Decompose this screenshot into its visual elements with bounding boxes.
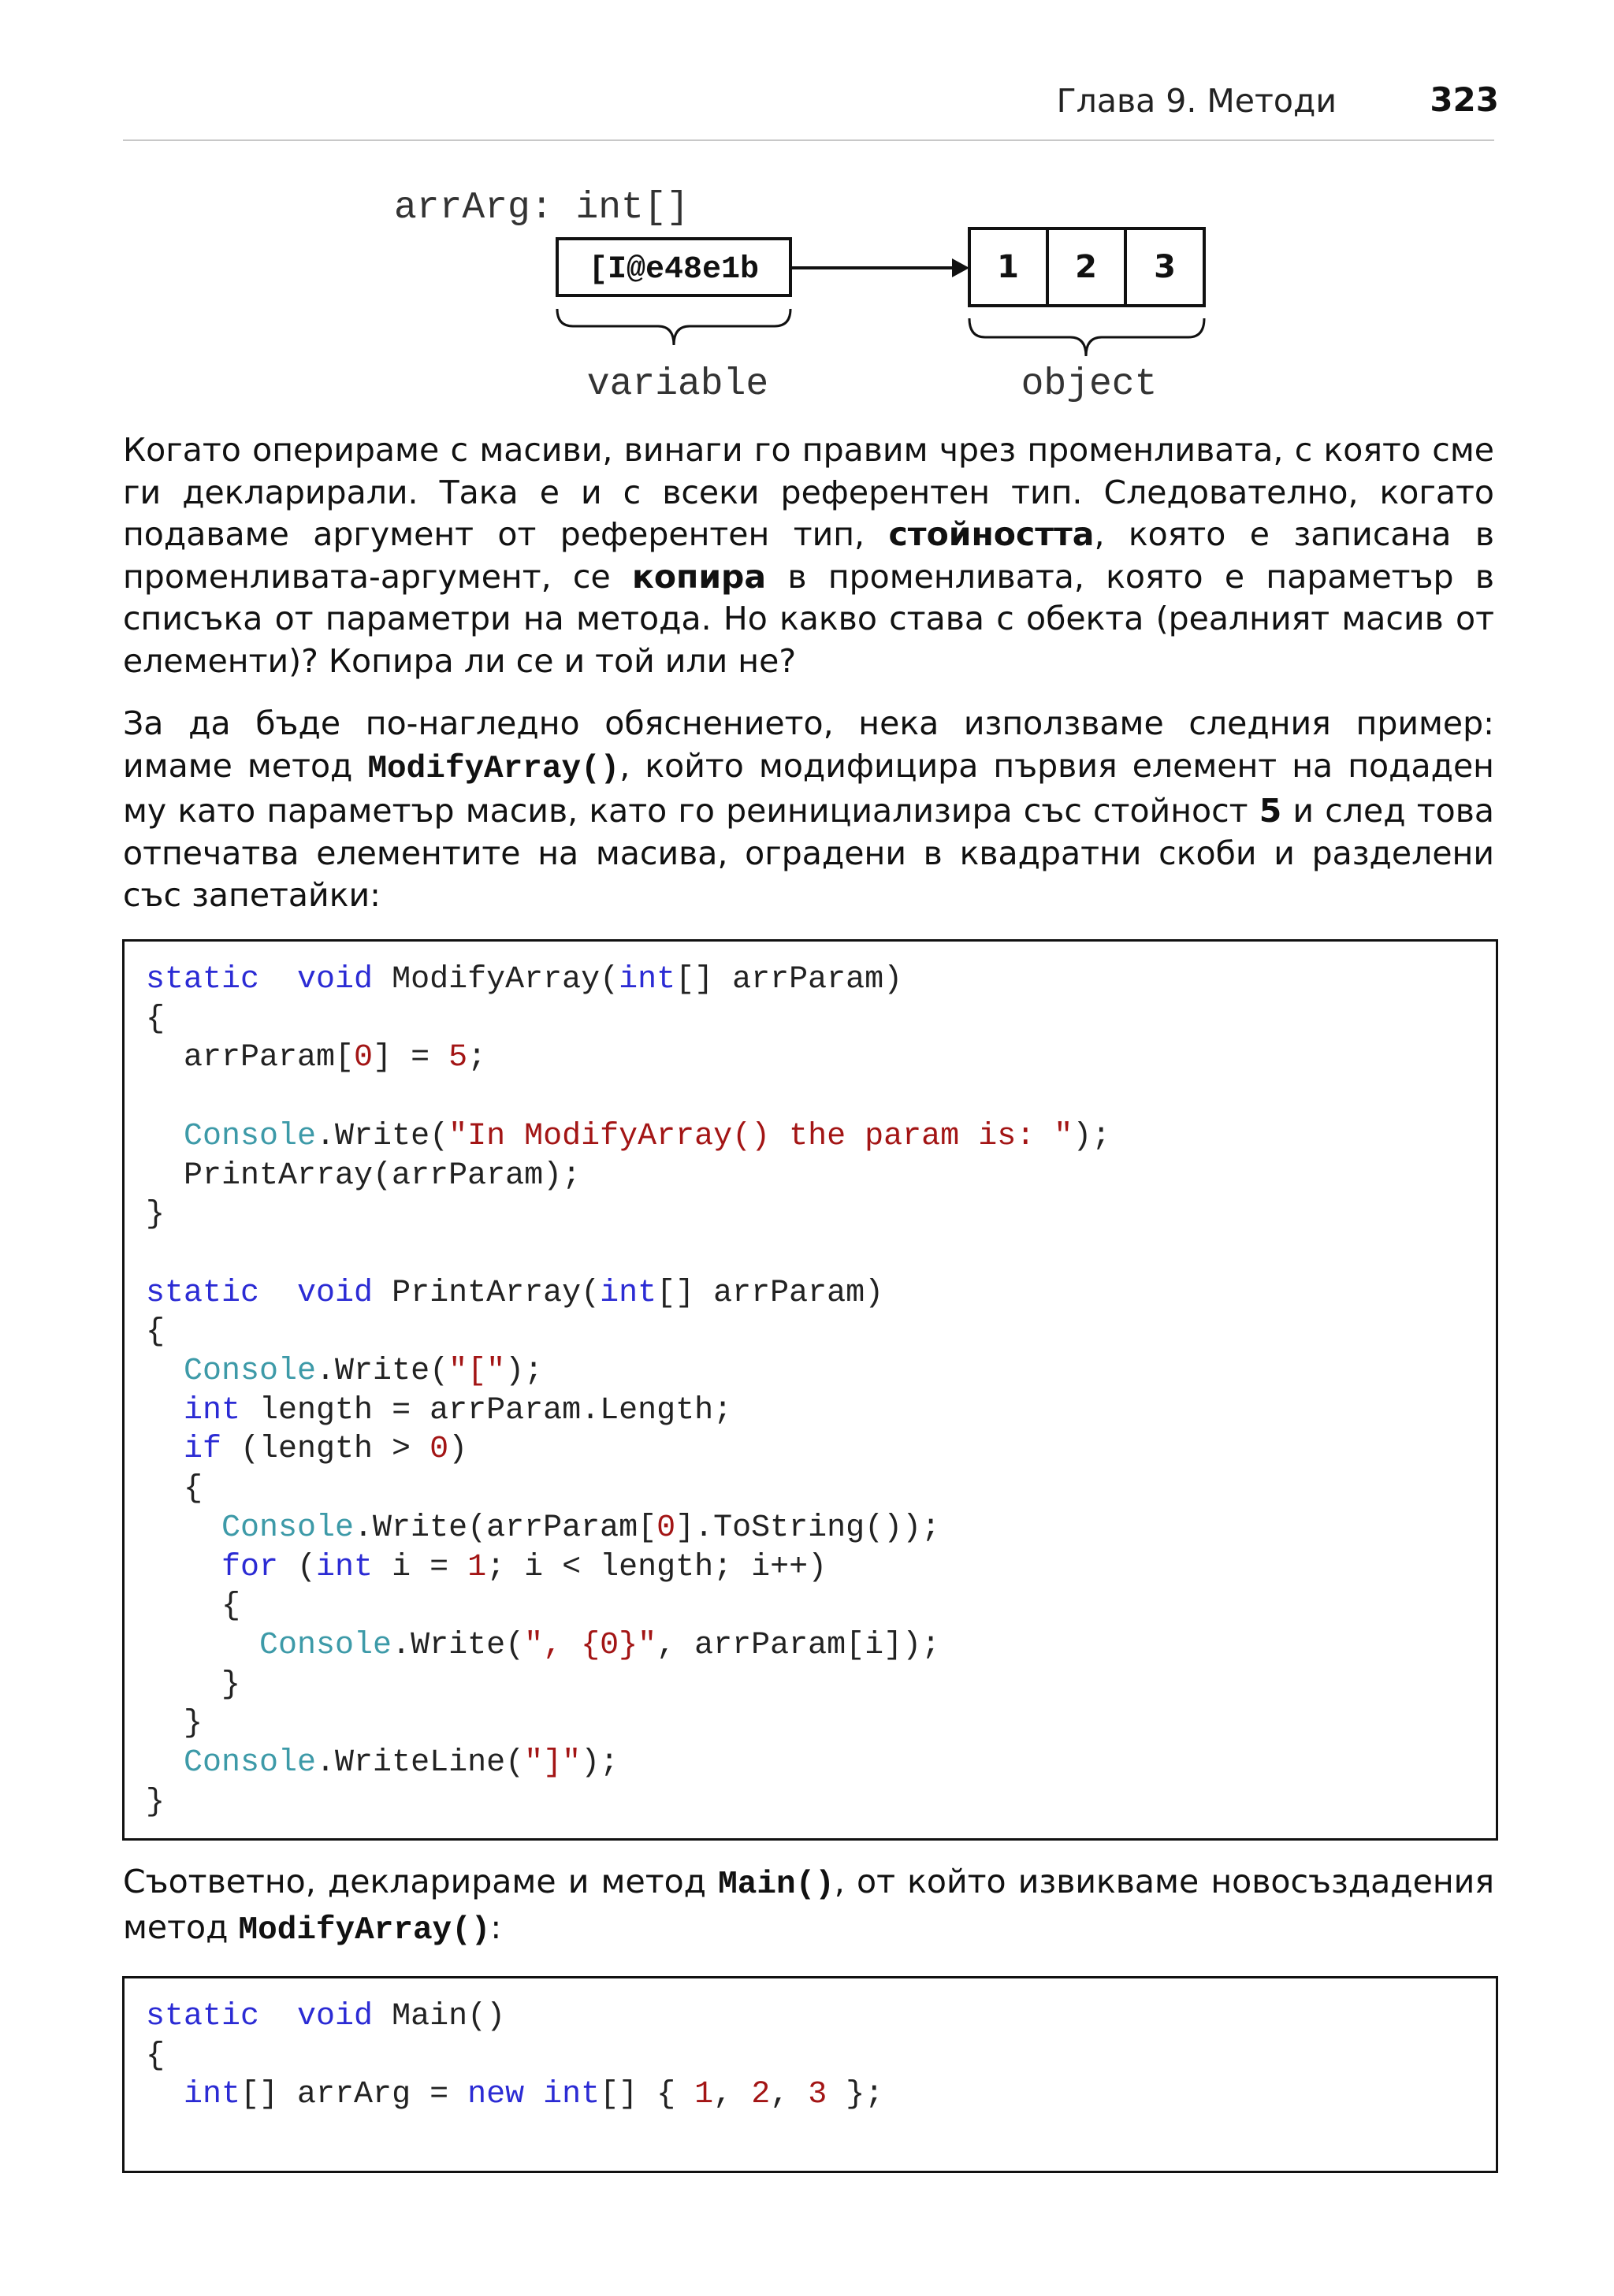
code-token: 3	[808, 2077, 827, 2113]
code-line	[146, 1354, 543, 1393]
code-line	[146, 1667, 240, 1707]
code-token: 2	[751, 2077, 771, 2113]
array-cell-value: 2	[1075, 249, 1097, 285]
code-token: Console	[146, 1627, 392, 1663]
code-token: );	[581, 1745, 619, 1781]
bold-term: 5	[1259, 792, 1282, 830]
code-token: {	[146, 1314, 165, 1350]
code-line	[146, 1999, 505, 2038]
code-token: arrParam[	[146, 1040, 355, 1076]
code-token: Console	[146, 1354, 317, 1389]
code-token: PrintArray(	[373, 1275, 601, 1311]
code-line	[146, 1628, 940, 1667]
code-line	[146, 1588, 240, 1628]
code-token: int	[316, 1549, 374, 1585]
text-run: , който модифицира първия елемент на подаден му като параметър масив, като го реинициализира със стойност	[123, 746, 1494, 830]
paragraph-example-intro	[123, 703, 1494, 917]
code-block-modify-array	[122, 939, 1498, 1841]
inline-code: ModifyArray()	[367, 750, 620, 787]
code-token: ].ToString());	[675, 1510, 941, 1546]
text-run: :	[490, 1908, 502, 1946]
text-run: и след това отпечатва елементите на масива, оградени в квадратни скоби и разделени със запетайки:	[123, 792, 1494, 914]
code-token: Console	[146, 1745, 317, 1781]
code-token: "]"	[524, 1745, 582, 1781]
code-token: (length >	[221, 1432, 430, 1468]
code-token: {	[146, 2038, 165, 2074]
code-line	[146, 1040, 486, 1079]
code-line	[146, 1276, 883, 1315]
code-token: }	[146, 1666, 241, 1703]
code-token: int	[146, 1392, 241, 1428]
paragraph-main-intro	[123, 1861, 1494, 1952]
code-token: void	[297, 962, 374, 998]
code-line	[146, 1785, 165, 1824]
code-token: int	[600, 1275, 657, 1311]
code-token: for	[146, 1549, 279, 1585]
code-token: 1	[467, 1549, 487, 1585]
code-token: Console	[146, 1510, 355, 1546]
code-line	[146, 1432, 467, 1471]
code-token: );	[1073, 1118, 1111, 1154]
code-token: int	[543, 2077, 601, 2113]
page-number: 323	[1430, 80, 1499, 119]
code-token: }	[146, 1784, 165, 1820]
code-line	[146, 2077, 883, 2116]
code-token: };	[827, 2077, 884, 2113]
code-token: , arrParam[i]);	[656, 1627, 941, 1663]
code-token: {	[146, 1588, 241, 1625]
code-token	[259, 1999, 297, 2034]
code-token: 0	[656, 1510, 676, 1546]
code-line	[146, 1706, 203, 1745]
code-token: }	[146, 1197, 165, 1233]
code-token: new	[467, 2077, 525, 2113]
code-line	[146, 1550, 827, 1589]
code-token: .Write(	[316, 1354, 449, 1389]
object-label: object	[1021, 363, 1158, 406]
code-token: 5	[448, 1040, 468, 1076]
code-token	[259, 1276, 297, 1311]
code-token: i =	[373, 1549, 468, 1585]
array-cell-value: 1	[997, 249, 1019, 285]
array-object	[969, 228, 1204, 306]
code-line	[146, 1314, 165, 1354]
code-token: int	[619, 962, 676, 998]
code-token: ", {0}"	[524, 1627, 657, 1663]
code-token: void	[297, 1999, 374, 2034]
code-token: );	[505, 1354, 544, 1389]
code-token: length = arrParam.Length;	[240, 1392, 733, 1428]
text-run: За да бъде по-нагледно обяснението, нека използваме следния пример: имаме метод	[123, 704, 1494, 785]
code-line	[146, 1471, 203, 1510]
code-line	[146, 1393, 732, 1432]
code-token: static	[146, 1999, 260, 2034]
code-token: [] arrParam)	[656, 1275, 884, 1311]
code-token: .Write(	[316, 1118, 449, 1154]
code-token: {	[146, 1471, 203, 1507]
code-line	[146, 1158, 581, 1198]
code-token: "["	[448, 1354, 506, 1389]
code-token: .Write(	[392, 1627, 525, 1663]
code-token: ModifyArray(	[373, 962, 619, 998]
code-token: ] =	[373, 1040, 449, 1076]
code-token: void	[297, 1275, 374, 1311]
code-token: (	[278, 1549, 317, 1585]
code-token: ,	[713, 2077, 752, 2113]
arrow-head-icon	[952, 258, 969, 277]
text-run: , която е записана в променливата-аргумент, се	[123, 515, 1494, 596]
code-line	[146, 1197, 165, 1236]
text-run: Съответно, декларираме и метод	[123, 1863, 719, 1900]
code-token: [] arrParam)	[675, 962, 903, 998]
code-token: 1	[694, 2077, 714, 2113]
code-token: PrintArray(arrParam);	[146, 1157, 582, 1194]
code-token: 0	[430, 1432, 449, 1468]
code-token: if	[146, 1432, 222, 1468]
reference-value: [I@e48e1b	[588, 252, 760, 288]
bold-term: копира	[632, 557, 767, 596]
text-run: , от който извикваме новосъздадения метод	[123, 1863, 1494, 1946]
code-token: }	[146, 1706, 203, 1742]
code-token: [] {	[600, 2077, 695, 2113]
code-token: .Write(arrParam[	[354, 1510, 657, 1546]
reference-diagram	[0, 0, 1614, 425]
code-token: Console	[146, 1118, 317, 1154]
code-token: [] arrArg =	[240, 2077, 468, 2113]
code-line	[146, 1510, 940, 1550]
code-token: Main()	[373, 1999, 506, 2034]
variable-brace	[557, 309, 790, 345]
code-token: )	[448, 1432, 468, 1468]
code-token: ; i < length; i++)	[486, 1549, 827, 1585]
code-token: static	[146, 1275, 260, 1311]
code-line	[146, 2038, 165, 2078]
code-token: "In ModifyArray() the param is: "	[448, 1118, 1073, 1154]
text-run: Когато оперираме с масиви, винаги го правим чрез променливата, с която сме ги декларирали. Така е и с всеки референтен тип. Следователно, когато подаваме аргумент от референтен тип,	[123, 431, 1494, 553]
code-line	[146, 1119, 1110, 1158]
code-token: ;	[467, 1040, 487, 1076]
variable-label: variable	[586, 363, 769, 406]
paragraph-arrays-reference	[123, 429, 1494, 682]
diagram-caption: arrArg: int[]	[394, 187, 690, 229]
array-cell-value: 3	[1154, 249, 1176, 285]
code-token: 0	[354, 1040, 374, 1076]
code-token	[259, 962, 297, 998]
code-token	[524, 2077, 543, 2112]
code-token: ,	[770, 2077, 809, 2113]
code-line	[146, 1001, 165, 1041]
code-block-main	[122, 1976, 1498, 2173]
text-run: в променливата, която е параметър в списъка от параметри на метода. Но какво става с обекта (реалният масив от елементи)? Копира ли се и той или не?	[123, 557, 1494, 680]
chapter-title: Глава 9. Методи	[1056, 82, 1337, 120]
code-line	[146, 962, 902, 1001]
code-token: {	[146, 1001, 165, 1037]
object-brace	[969, 318, 1204, 356]
inline-code: Main()	[718, 1867, 835, 1903]
code-token: .WriteLine(	[316, 1745, 525, 1781]
code-token: static	[146, 962, 260, 998]
bold-term: стойността	[888, 515, 1095, 553]
code-token: int	[146, 2077, 241, 2113]
inline-code: ModifyArray()	[238, 1911, 491, 1949]
code-line	[146, 1745, 619, 1785]
